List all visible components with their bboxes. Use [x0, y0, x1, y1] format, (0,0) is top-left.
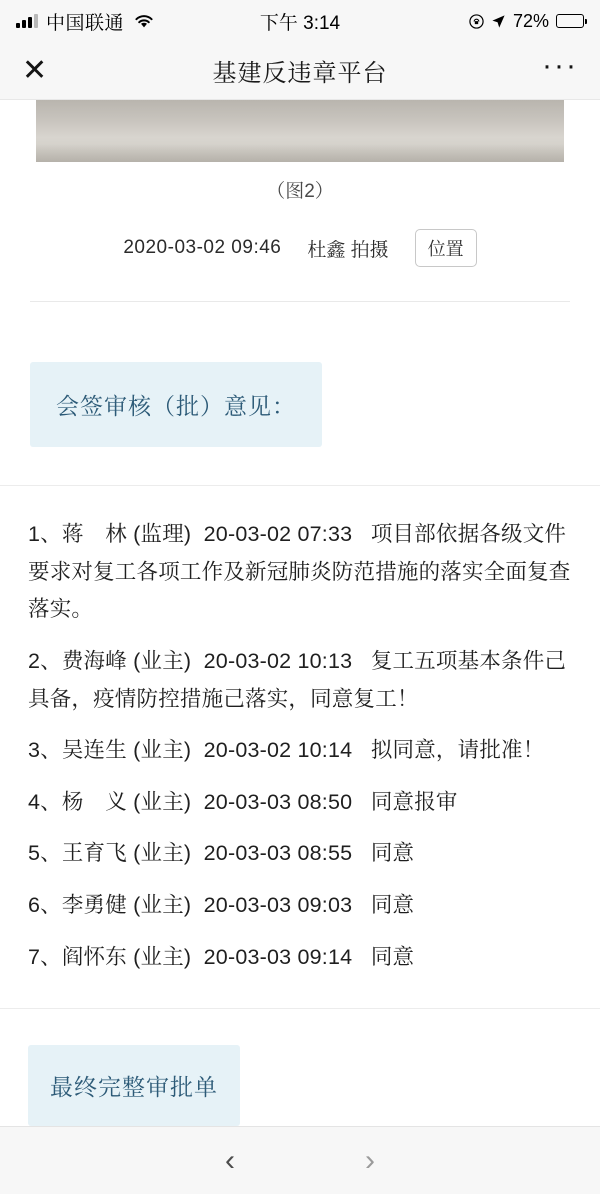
opinion-list	[0, 486, 600, 976]
page-title: 基建反违章平台	[212, 60, 388, 87]
opinion-index: 5、	[28, 841, 62, 866]
close-icon[interactable]: ✕	[22, 53, 48, 87]
opinion-text: 项目部依据各级文件要求对复工各项工作及新冠肺炎防范措施的落实全面复查落实。	[28, 522, 571, 622]
opinion-role: (业主)	[133, 893, 192, 917]
section-header	[0, 302, 600, 447]
opinion-time: 20-03-03 09:03	[203, 893, 353, 917]
opinion-name: 王育飞	[61, 841, 127, 866]
opinion-time: 20-03-03 08:50	[203, 789, 353, 814]
opinion-time: 20-03-02 10:13	[203, 648, 353, 673]
opinion-role: (业主)	[133, 738, 192, 763]
final-approval-section	[0, 1009, 600, 1126]
photo-datetime: 2020-03-02 09:46	[123, 237, 282, 258]
opinion-role: (业主)	[133, 841, 192, 866]
location-button[interactable]: 位置	[415, 229, 477, 267]
list-item	[28, 732, 572, 770]
list-item	[28, 516, 572, 629]
section-title-badge: 会签审核（批）意见：	[30, 362, 322, 447]
status-bar-left	[16, 8, 154, 35]
opinion-text: 同意	[370, 944, 415, 969]
opinion-index: 4、	[28, 789, 62, 814]
more-options-icon[interactable]: ···	[542, 48, 578, 82]
opinion-time: 20-03-03 09:14	[203, 944, 353, 969]
opinion-text: 同意	[370, 841, 415, 866]
opinion-role: (业主)	[133, 648, 192, 673]
photo-caption: （图2）	[266, 181, 334, 202]
wifi-icon	[134, 14, 154, 29]
opinion-time: 20-03-03 08:55	[203, 841, 353, 866]
opinion-name: 吴连生	[61, 738, 127, 763]
list-item	[28, 784, 572, 822]
photo-photographer: 杜鑫 拍摄	[307, 239, 389, 261]
list-item	[28, 643, 572, 718]
list-item	[28, 887, 572, 925]
opinion-role: (监理)	[133, 522, 192, 546]
opinion-index: 2、	[28, 648, 62, 673]
forward-button[interactable]: ›	[365, 1143, 375, 1177]
signal-bars-icon	[16, 14, 38, 28]
opinion-role: (业主)	[133, 944, 192, 969]
final-approval-button[interactable]: 最终完整审批单	[28, 1045, 240, 1126]
opinion-index: 3、	[28, 738, 62, 763]
photo-thumbnail[interactable]	[36, 100, 564, 162]
list-item	[28, 939, 572, 977]
opinion-name: 蒋 林	[61, 522, 127, 546]
opinion-role: (业主)	[133, 789, 192, 814]
battery-percent-label: 72%	[512, 10, 549, 31]
status-bar	[0, 0, 600, 42]
opinion-text: 拟同意，请批准！	[370, 738, 545, 763]
photo-metadata	[0, 229, 600, 267]
navigation-bar	[0, 42, 600, 100]
opinion-text: 复工五项基本条件己具备，疫情防控措施己落实，同意复工！	[28, 648, 567, 711]
opinion-name: 阎怀东	[61, 944, 127, 969]
opinion-index: 6、	[28, 893, 62, 917]
opinion-time: 20-03-02 07:33	[203, 522, 353, 546]
battery-icon	[556, 14, 584, 28]
status-bar-right	[469, 11, 584, 32]
carrier-label: 中国联通	[46, 12, 125, 34]
location-arrow-icon	[491, 14, 506, 29]
opinion-name: 费海峰	[61, 648, 127, 673]
rotation-lock-icon	[469, 14, 484, 29]
opinion-text: 同意	[370, 893, 415, 917]
opinion-name: 杨 义	[61, 789, 127, 814]
page-content	[0, 100, 600, 1126]
list-item	[28, 835, 572, 873]
status-bar-clock: 下午 3:14	[259, 12, 341, 34]
bottom-navigation-bar	[0, 1126, 600, 1194]
opinion-text: 同意报审	[370, 789, 458, 814]
opinion-index: 1、	[28, 522, 62, 546]
back-button[interactable]: ‹	[225, 1143, 235, 1177]
opinion-name: 李勇健	[61, 893, 127, 917]
opinion-time: 20-03-02 10:14	[203, 738, 353, 763]
opinion-index: 7、	[28, 944, 62, 969]
